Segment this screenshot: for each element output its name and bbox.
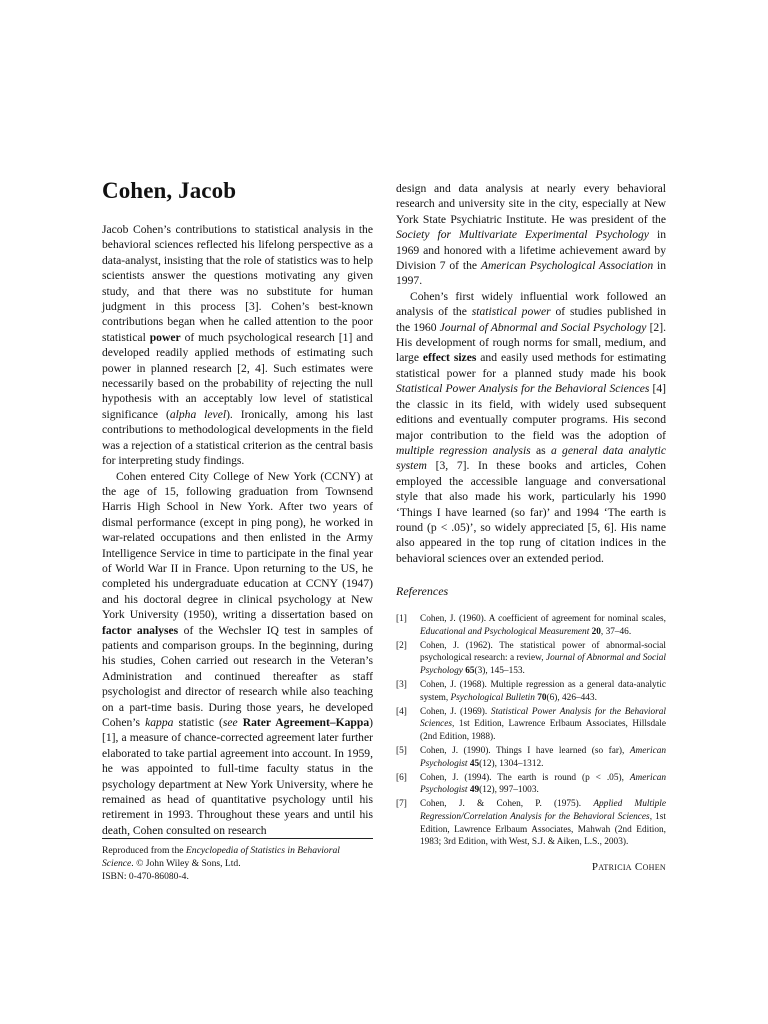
- footnote-copyright: . © John Wiley & Sons, Ltd.: [131, 858, 241, 869]
- text-run: Cohen, J. (1969).: [420, 706, 491, 717]
- body-paragraph: [396, 181, 666, 289]
- bold-term: 45: [469, 758, 480, 769]
- text-run: statistic (: [173, 716, 223, 729]
- text-run: , 1st Edition, Lawrence Erlbaum Associates, Hillsdale (2nd Edition, 1988).: [420, 719, 666, 742]
- bold-term: factor analyses: [102, 623, 179, 637]
- reference-item: [396, 613, 666, 638]
- text-run: , 1st Edition, Lawrence Erlbaum Associates, Mahwah (2nd Edition, 1983; 3rd Edition, with West, S.J. & Aiken, L.S., 2003).: [420, 812, 667, 848]
- text-run: (6), 426–443.: [546, 692, 597, 703]
- italic-term: multiple regression analysis: [396, 443, 531, 457]
- italic-term: kappa: [145, 716, 174, 729]
- text-run: design and data analysis at nearly every behavioral research and university site in the city, especially at New York State Psychiatric Institute. He was president of the: [396, 182, 666, 226]
- right-body-text: [396, 181, 666, 566]
- footnote-source-line: [102, 844, 373, 870]
- footnote-encyclopedia-title: Encyclopedia of Statistics in Behavioral Science: [102, 845, 340, 869]
- italic-term: Statistical Power Analysis for the Behavioral Sciences: [396, 382, 650, 396]
- italic-term: Journal of Abnormal and Social Psychology: [439, 320, 647, 334]
- italic-term: a general data analytic system: [396, 443, 666, 473]
- text-run: in 1969 and honored with a lifetime achievement award by Division 7 of the: [396, 228, 666, 273]
- italic-term: see: [222, 716, 238, 729]
- reference-item: [396, 679, 666, 704]
- reference-item: [396, 640, 666, 678]
- bold-term: effect sizes: [422, 351, 477, 365]
- bold-term: 70: [537, 692, 547, 703]
- italic-term: American Psychologist: [420, 772, 666, 796]
- text-run: Cohen, J. (1994). The earth is round (p < .05),: [420, 772, 630, 783]
- text-run: Cohen, J. (1990). Things I have learned (so far),: [420, 746, 630, 757]
- source-footnote: [102, 844, 373, 883]
- bold-term: 49: [469, 785, 480, 796]
- reference-number: [2]: [396, 640, 407, 651]
- text-run: ). Ironically, among his last contributions to methodological developments in the field was a rejection of a statistical criterion as the central basis for interpreting study findings.: [102, 407, 373, 468]
- italic-term: American Psychological Association: [480, 259, 654, 273]
- text-run: Cohen, J. (1968). Multiple regression as a general data-analytic system,: [420, 680, 666, 703]
- text-run: of studies published in the 1960: [396, 305, 666, 334]
- body-paragraph: [396, 289, 666, 566]
- author-signature: Patricia Cohen: [591, 860, 666, 873]
- references-list: [396, 613, 666, 849]
- italic-term: Journal of Abnormal and Social Psychology: [420, 653, 666, 677]
- right-column: [396, 181, 666, 873]
- italic-term: Society for Multivariate Experimental Psychology: [396, 228, 649, 242]
- footnote-prefix: Reproduced from the: [102, 845, 186, 856]
- text-run: , 37–46.: [600, 626, 632, 637]
- text-run: in 1997.: [396, 259, 666, 288]
- text-run: and easily used methods for estimating statistical power for a planned study made his book: [396, 351, 666, 380]
- text-run: as: [530, 443, 551, 457]
- text-run: Cohen’s first widely influential work followed an analysis of the: [396, 289, 666, 319]
- text-run: ) [1], a measure of chance-corrected agreement later further elaborated to take partial agreement into account. In 1959, he was appointed to full-time faculty status in the psychology department at New York University, where he remained as head of quantitative psychology until his retirement in 1993. Throughout these years and until his death, Cohen consulted on research: [102, 716, 373, 837]
- article-title: Cohen, Jacob: [102, 178, 237, 203]
- footnote-isbn: ISBN: 0-470-86080-4.: [102, 871, 189, 882]
- reference-number: [4]: [396, 706, 407, 717]
- text-run: (3), 145–153.: [474, 666, 525, 677]
- footer-divider: [102, 838, 373, 839]
- italic-term: alpha level: [169, 407, 227, 421]
- bold-term: 20: [591, 626, 601, 637]
- bold-term: 65: [465, 666, 475, 677]
- italic-term: Educational and Psychological Measurement: [420, 626, 590, 637]
- text-run: Jacob Cohen’s contributions to statistical analysis in the behavioral sciences reflected his lifelong perspective as a data-analyst, insisting that the role of statistics was to help scientists answer the questions motivating any given study, and that there was no substitute for human judgment in this process [3]. Cohen’s best-known contributions began when he called attention to the poor statistical: [102, 223, 373, 344]
- italic-term: Psychological Bulletin: [450, 692, 535, 703]
- text-run: Cohen, J. (1962). The statistical power of abnormal-social psychological research: a review,: [420, 640, 666, 664]
- body-paragraph: [102, 469, 373, 839]
- text-run: Cohen, J. & Cohen, P. (1975).: [420, 799, 594, 810]
- reference-item: [396, 706, 666, 744]
- text-run: Cohen entered City College of New York (CCNY) at the age of 15, following graduation from Townsend Harris High School in New York. After two years of dismal performance (except in ping pong), he worked in war-related occupations and then enlisted in the Army Intelligence Service in time to participate in the final year of World War II in France. Upon returning to the US, he completed his undergraduate education at CCNY (1947) and his doctoral degree in clinical psychology at New York University (1950), writing a dissertation based on: [102, 469, 373, 622]
- left-column: [102, 178, 373, 838]
- italic-term: American Psychologist: [420, 746, 666, 769]
- reference-number: [1]: [396, 614, 407, 625]
- text-run: [4] the classic in its field, with widely used subsequent editions and eventually computer programs. His second major contribution to the field was the adoption of: [396, 382, 666, 442]
- reference-item: [396, 798, 666, 848]
- text-run: (12), 997–1003.: [479, 785, 539, 796]
- text-run: of much psychological research [1] and developed readily applied methods of estimating such power in planned research [2, 4]. Such estimates were necessarily based on the probability of rejecting the null hypothesis with an acceptably low level of statistical significance (: [102, 330, 373, 421]
- italic-term: Statistical Power Analysis for the Behavioral Sciences: [420, 706, 667, 730]
- reference-item: [396, 772, 666, 797]
- text-run: [3, 7]. In these books and articles, Cohen employed the accessible language and conversational style that also made his work, particularly his 1990 ‘Things I have learned (so far)’ and 1994 ‘The earth is round (p < .05)’, so widely appreciated [5, 6]. His name also appeared in the top rung of citation indices in the behavioral sciences over an extended period.: [396, 459, 666, 565]
- text-run: (12), 1304–1312.: [479, 758, 544, 769]
- reference-number: [7]: [396, 799, 407, 810]
- reference-number: [5]: [396, 746, 407, 757]
- text-run: of the Wechsler IQ test in samples of patients and comparison groups. In the beginning, during his studies, Cohen carried out research in the Veteran’s Administration and continued thereafter as staff psychologist and director of research while also teaching on a part-time basis. During those years, he developed Cohen’s: [102, 623, 373, 729]
- bold-term: power: [149, 330, 181, 344]
- text-run: Cohen, J. (1960). A coefficient of agreement for nominal scales,: [420, 614, 666, 625]
- references-heading: References: [396, 584, 449, 599]
- italic-term: Applied Multiple Regression/Correlation Analysis for the Behavioral Sciences: [420, 799, 666, 823]
- reference-number: [6]: [396, 772, 407, 783]
- text-run: [2]. His development of rough norms for small, medium, and large: [396, 320, 666, 365]
- body-paragraph: [102, 222, 373, 469]
- left-body-text: [102, 222, 373, 838]
- italic-term: statistical power: [471, 305, 551, 319]
- reference-number: [3]: [396, 680, 407, 691]
- bold-term: Rater Agreement–Kappa: [242, 716, 370, 729]
- reference-item: [396, 745, 666, 770]
